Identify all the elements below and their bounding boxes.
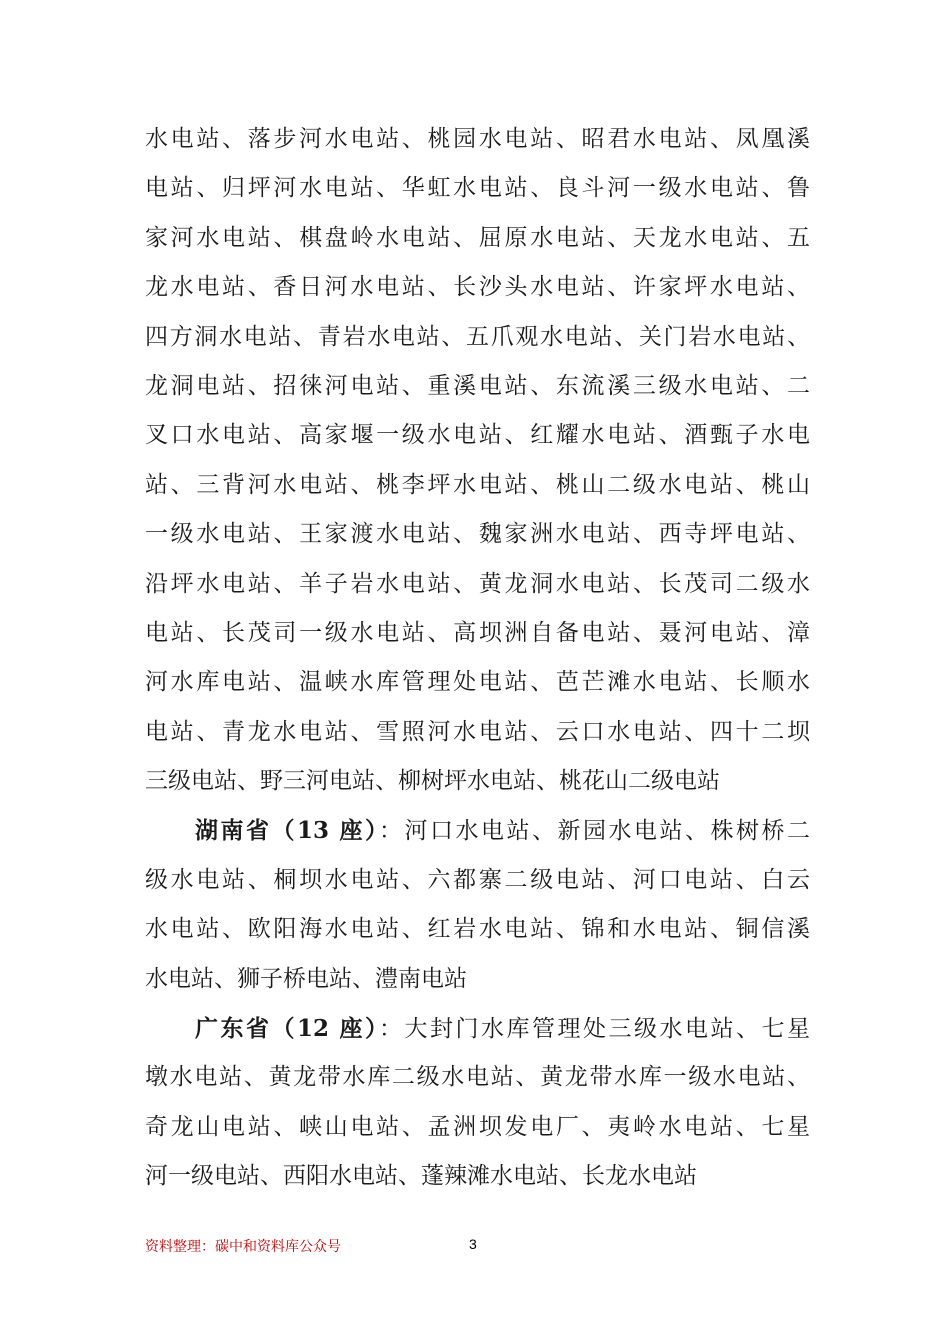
guangdong-paragraph [145, 1004, 810, 1202]
text-line: 墩水电站、黄龙带水库二级水电站、黄龙带水库一级水电站、 [145, 1064, 810, 1091]
text-line: 一级水电站、王家渡水电站、魏家洲水电站、西寺坪电站、 [145, 521, 810, 548]
hunan-first-line [145, 806, 810, 855]
text-line: 叉口水电站、高家堰一级水电站、红耀水电站、酒甄子水电 [145, 422, 810, 449]
hunan-heading: 湖南省（13 座） [195, 817, 380, 845]
guangdong-heading: 广东省（12 座） [195, 1015, 380, 1043]
text-line: 沿坪水电站、羊子岩水电站、黄龙洞水电站、长茂司二级水 [145, 570, 810, 597]
text-line: 水电站、狮子桥电站、澧南电站 [145, 965, 467, 992]
text-line: 水电站、落步河水电站、桃园水电站、昭君水电站、凤凰溪 [145, 126, 810, 152]
footer-source-note: 资料整理：碳中和资料库公众号 [145, 1239, 341, 1255]
text-line: 电站、长茂司一级水电站、高坝洲自备电站、聂河电站、漳 [145, 619, 810, 646]
text-line: 级水电站、桐坝水电站、六都寨二级电站、河口电站、白云 [145, 866, 810, 893]
text-line: 电站、青龙水电站、雪照河水电站、云口水电站、四十二坝 [145, 718, 810, 745]
page-number: 3 [469, 1236, 477, 1252]
text-line: 三级电站、野三河电站、柳树坪水电站、桃花山二级电站 [145, 768, 720, 795]
guangdong-first-line-text: ：大封门水库管理处三级水电站、七星 [379, 1016, 811, 1043]
text-line: 奇龙山电站、峡山电站、孟洲坝发电厂、夷岭水电站、七星 [145, 1113, 810, 1140]
text-line: 龙洞电站、招徕河电站、重溪电站、东流溪三级水电站、二 [145, 372, 810, 399]
station-list-continued [145, 115, 810, 806]
text-line: 电站、归坪河水电站、华虹水电站、良斗河一级水电站、鲁 [145, 175, 810, 202]
text-line: 家河水电站、棋盘岭水电站、屈原水电站、天龙水电站、五 [145, 224, 810, 251]
text-line: 河一级电站、西阳水电站、蓬辣滩水电站、长龙水电站 [145, 1163, 697, 1190]
hunan-first-line-text: ：河口水电站、新园水电站、株树桥二 [379, 818, 811, 845]
text-line: 水电站、欧阳海水电站、红岩水电站、锦和水电站、铜信溪 [145, 916, 810, 943]
text-line: 河水库电站、温峡水库管理处电站、芭芒滩水电站、长顺水 [145, 669, 810, 696]
document-body [145, 115, 810, 1202]
text-line: 四方洞水电站、青岩水电站、五爪观水电站、关门岩水电站、 [145, 323, 810, 350]
text-line: 站、三背河水电站、桃李坪水电站、桃山二级水电站、桃山 [145, 471, 810, 498]
hunan-paragraph [145, 806, 810, 1004]
guangdong-first-line [145, 1004, 810, 1053]
text-line: 龙水电站、香日河水电站、长沙头水电站、许家坪水电站、 [145, 274, 810, 301]
